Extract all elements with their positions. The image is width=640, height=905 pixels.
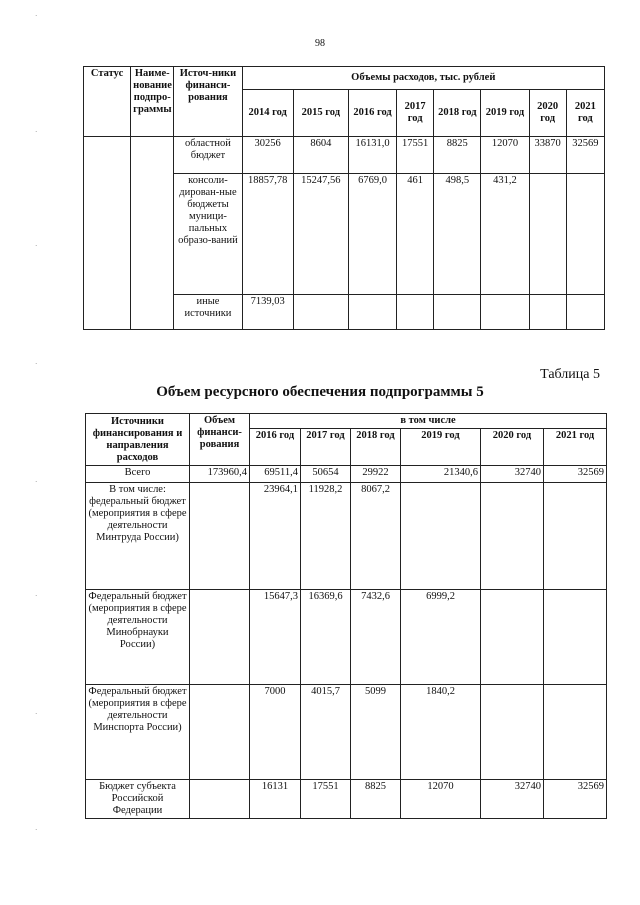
table-row xyxy=(86,590,607,685)
scan-speck: · xyxy=(35,128,38,136)
including-header: в том числе xyxy=(250,414,607,429)
value-cell: 16131 xyxy=(250,780,301,819)
funding-source-header: Источники финансирования и направления расходов xyxy=(86,414,190,466)
value-cell xyxy=(401,483,481,590)
year-header: 2021 год xyxy=(544,429,607,466)
value-cell xyxy=(529,174,566,295)
scan-speck: · xyxy=(35,12,38,20)
value-cell: 8067,2 xyxy=(351,483,401,590)
volume-cell xyxy=(190,590,250,685)
volume-cell: 173960,4 xyxy=(190,466,250,483)
value-cell: 32569 xyxy=(544,780,607,819)
year-header: 2019 год xyxy=(481,90,529,137)
subprogram-name-cell xyxy=(131,137,174,330)
row-label: Федеральный бюджет (мероприятия в сфере деятельности Минобрнауки России) xyxy=(86,590,190,685)
value-cell: 4015,7 xyxy=(301,685,351,780)
status-cell xyxy=(84,137,131,330)
funding-volume-header: Объем финанси-рования xyxy=(190,414,250,466)
year-header: 2017 год xyxy=(301,429,351,466)
value-cell: 8604 xyxy=(293,137,348,174)
value-cell xyxy=(348,295,396,330)
value-cell xyxy=(566,174,604,295)
value-cell: 17551 xyxy=(301,780,351,819)
value-cell: 30256 xyxy=(242,137,293,174)
year-header: 2020 год xyxy=(529,90,566,137)
page-number: 98 xyxy=(315,38,325,49)
scan-speck: · xyxy=(35,826,38,834)
value-cell: 32740 xyxy=(481,466,544,483)
row-label: В том числе: федеральный бюджет (мероприятия в сфере деятельности Минтруда России) xyxy=(86,483,190,590)
subprogram-name-header: Наиме-нование подпро-граммы xyxy=(131,67,174,137)
status-header: Статус xyxy=(84,67,131,137)
year-header: 2016 год xyxy=(348,90,396,137)
value-cell xyxy=(481,483,544,590)
table-row xyxy=(86,780,607,819)
expenses-table xyxy=(83,66,605,330)
funding-source-cell: консоли-дирован-ные бюджеты муници-пальных образо-ваний xyxy=(174,174,242,295)
value-cell: 17551 xyxy=(397,137,434,174)
value-cell: 32569 xyxy=(566,137,604,174)
value-cell: 7139,03 xyxy=(242,295,293,330)
value-cell: 23964,1 xyxy=(250,483,301,590)
value-cell: 33870 xyxy=(529,137,566,174)
value-cell: 50654 xyxy=(301,466,351,483)
value-cell: 11928,2 xyxy=(301,483,351,590)
year-header: 2017 год xyxy=(397,90,434,137)
funding-source-cell: иные источники xyxy=(174,295,242,330)
table-row xyxy=(86,685,607,780)
value-cell: 12070 xyxy=(481,137,529,174)
year-header: 2018 год xyxy=(351,429,401,466)
table-row xyxy=(84,137,605,174)
value-cell: 461 xyxy=(397,174,434,295)
table-row xyxy=(86,466,607,483)
volume-cell xyxy=(190,780,250,819)
value-cell xyxy=(544,483,607,590)
row-label: Федеральный бюджет (мероприятия в сфере деятельности Минспорта России) xyxy=(86,685,190,780)
value-cell: 498,5 xyxy=(434,174,481,295)
value-cell: 18857,78 xyxy=(242,174,293,295)
expense-volumes-header: Объемы расходов, тыс. рублей xyxy=(242,67,604,90)
table-row xyxy=(86,483,607,590)
value-cell xyxy=(293,295,348,330)
value-cell xyxy=(481,685,544,780)
value-cell xyxy=(481,590,544,685)
value-cell xyxy=(397,295,434,330)
value-cell: 15247,56 xyxy=(293,174,348,295)
value-cell: 1840,2 xyxy=(401,685,481,780)
value-cell: 8825 xyxy=(434,137,481,174)
value-cell xyxy=(544,685,607,780)
year-header: 2016 год xyxy=(250,429,301,466)
scan-speck: · xyxy=(35,360,38,368)
value-cell: 29922 xyxy=(351,466,401,483)
value-cell: 32569 xyxy=(544,466,607,483)
value-cell xyxy=(529,295,566,330)
row-label: Бюджет субъекта Российской Федерации xyxy=(86,780,190,819)
scan-speck: · xyxy=(35,592,38,600)
value-cell xyxy=(544,590,607,685)
volume-cell xyxy=(190,685,250,780)
year-header: 2015 год xyxy=(293,90,348,137)
resource-table xyxy=(85,413,607,819)
value-cell xyxy=(566,295,604,330)
value-cell: 69511,4 xyxy=(250,466,301,483)
value-cell: 16131,0 xyxy=(348,137,396,174)
scan-speck: · xyxy=(35,710,38,718)
year-header: 2014 год xyxy=(242,90,293,137)
funding-source-cell: областной бюджет xyxy=(174,137,242,174)
value-cell: 21340,6 xyxy=(401,466,481,483)
table-title: Объем ресурсного обеспечения подпрограммы 5 xyxy=(156,384,484,400)
year-header: 2018 год xyxy=(434,90,481,137)
value-cell: 7432,6 xyxy=(351,590,401,685)
value-cell: 6769,0 xyxy=(348,174,396,295)
value-cell: 32740 xyxy=(481,780,544,819)
value-cell: 7000 xyxy=(250,685,301,780)
value-cell: 12070 xyxy=(401,780,481,819)
expenses-header-row xyxy=(84,67,605,90)
value-cell: 15647,3 xyxy=(250,590,301,685)
value-cell xyxy=(481,295,529,330)
value-cell: 6999,2 xyxy=(401,590,481,685)
table-caption: Таблица 5 xyxy=(540,367,600,382)
funding-source-header: Источ-ники финанси-рования xyxy=(174,67,242,137)
row-label: Всего xyxy=(86,466,190,483)
year-header: 2019 год xyxy=(401,429,481,466)
year-header: 2021 год xyxy=(566,90,604,137)
value-cell: 16369,6 xyxy=(301,590,351,685)
value-cell: 5099 xyxy=(351,685,401,780)
value-cell: 8825 xyxy=(351,780,401,819)
volume-cell xyxy=(190,483,250,590)
resource-header-row xyxy=(86,414,607,429)
scan-speck: · xyxy=(35,478,38,486)
scan-speck: · xyxy=(35,242,38,250)
year-header: 2020 год xyxy=(481,429,544,466)
value-cell xyxy=(434,295,481,330)
value-cell: 431,2 xyxy=(481,174,529,295)
